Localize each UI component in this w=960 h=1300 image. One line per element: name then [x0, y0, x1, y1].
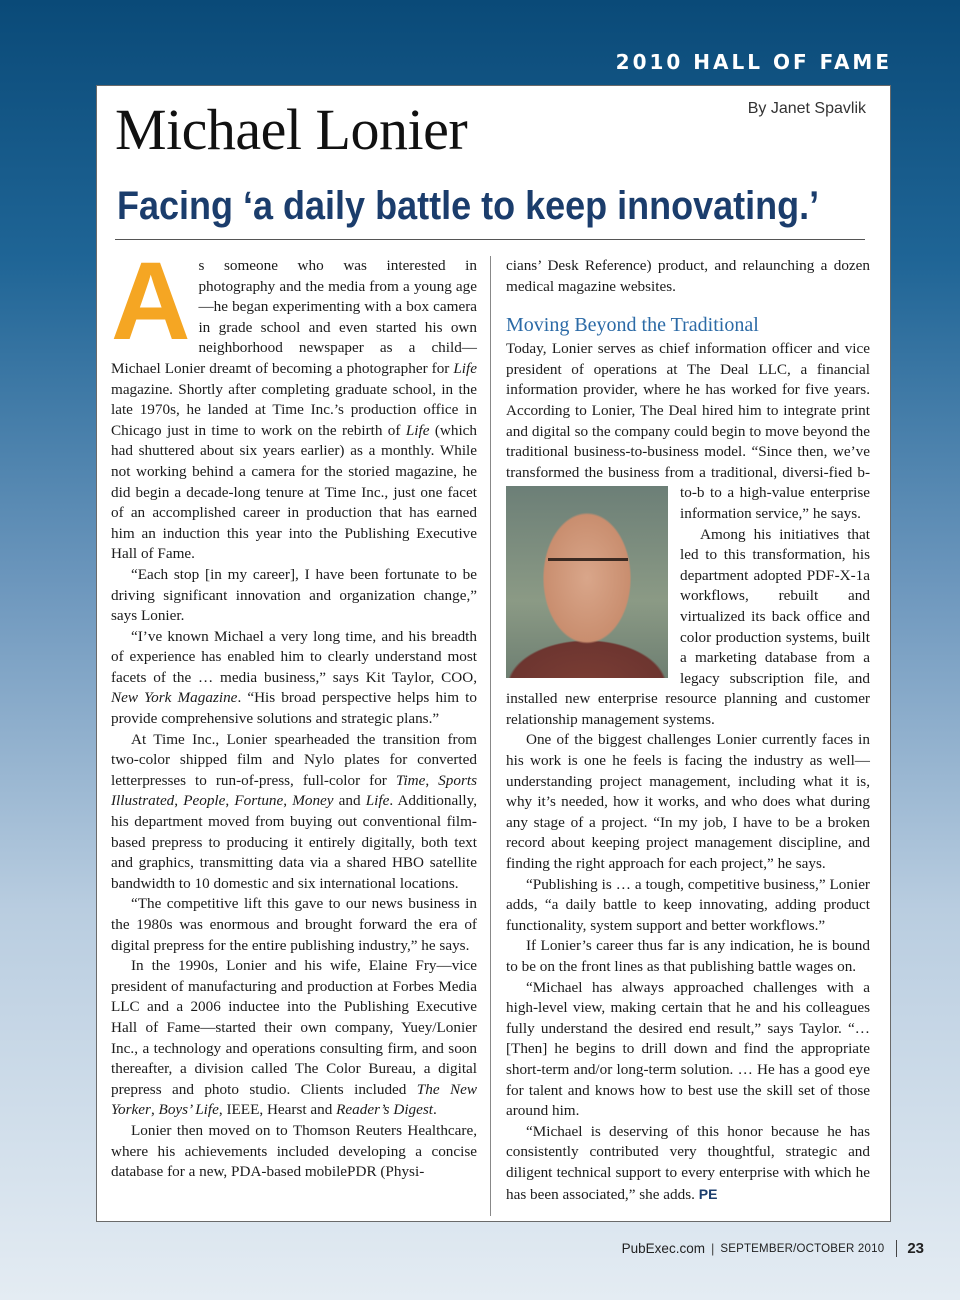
column-right	[506, 256, 870, 1205]
paragraph: “The competitive lift this gave to our news business in the 1980s was enormous and brought forward the era of digital prepress for the entire publishing industry,” he says.	[111, 895, 477, 954]
paragraph: If Lonier’s career thus far is any indication, he is bound to be on the front lines as that publishing battle wages on.	[506, 937, 870, 975]
article-subject-name: Michael Lonier	[115, 97, 468, 162]
page-number: 23	[896, 1240, 924, 1257]
paragraph: In the 1990s, Lonier and his wife, Elaine Fry—vice president of manufacturing and production at Forbes Media LLC and a 2006 inductee into the Publishing Executive Hall of Fame—started their own company, Yuey/Lonier Inc., a technology and operations consulting firm, and soon thereafter, a division called The Color Bureau, a digital prepress and photo studio. Clients included The New Yorker, Boys’ Life, IEEE, Hearst and Reader’s Digest.	[111, 957, 477, 1119]
paragraph: “Each stop [in my career], I have been fortunate to be driving significant innovation and organization change,” says Lonier.	[111, 565, 477, 625]
paragraph: “Michael has always approached challenges with a high-level view, making certain that he and his colleagues fully understand the desired end result,” says Taylor. “… [Then] he begins to drill down and find the appropriate short-term and/or long-term solution. … He has a good eye for talent and knows how to best use the skill set of those around him.	[506, 978, 870, 1120]
subhead: Moving Beyond the Traditional	[506, 314, 759, 337]
footer-separator: |	[710, 1241, 715, 1256]
column-divider	[490, 256, 491, 1216]
paragraph: Today, Lonier serves as chief information officer and vice president of operations at The Deal LLC, a financial information provider, where he has worked for five years. According to Lonier, The Deal hired him to integrate print and digital so the company could begin to move beyond the traditional business-to-business model. “Since then, we’ve transformed the business from a traditional, diversi- fied b-to-b to a high-value enterprise information service,” he says.	[506, 339, 870, 524]
end-mark: PE	[698, 1185, 718, 1202]
portrait-photo	[506, 486, 668, 678]
paragraph: As someone who was interested in photography and the media from a young age—he began experimenting with a box camera in grade school and even started his own neighborhood newspaper as a child—Michael Lonier dreamt of becoming a photographer for Life magazine. Shortly after completing graduate school, in the late 1970s, he landed at Time Inc.’s production office in Chicago just in time to work on the rebirth of Life (which had shuttered about six years earlier) as a monthly. While not working behind a camera for the storied magazine, he did begin a decade-long tenure at Time Inc., just one facet of an accomplished career in production that has earned him an induction this year into the Publishing Executive Hall of Fame.	[111, 240, 477, 563]
paragraph: Lonier then moved on to Thomson Reuters Healthcare, where his achievements included developing a concise database for a new, PDA-based mobilePDR (Physi-	[111, 1121, 477, 1181]
column-left	[111, 240, 478, 1183]
glasses-detail	[548, 558, 628, 579]
article-panel	[96, 85, 891, 1222]
footer-issue: SEPTEMBER/OCTOBER 2010	[720, 1242, 885, 1255]
paragraph: “Publishing is … a tough, competitive business,” Lonier adds, “a daily battle to keep innovating, adding product functionality, system support and better workflows.”	[506, 875, 870, 934]
paragraph: “Michael is deserving of this honor because he has consistently contributed very thoughtful, strategic and diligent technical support to every enterprise with which he has been associated,” she adds. PE	[506, 1122, 870, 1203]
paragraph: At Time Inc., Lonier spearheaded the transition from two-color shipped film and Nylo plates for converted letterpresses to run-of-press, full-color for Time, Sports Illustrated, People, Fortune, Money and Life. Additionally, his department moved from buying out conventional film-based prepress to producing it entirely digitally, both text and graphics, transmitting data via a shared HBO satellite bandwidth to 10 domestic and six international locations.	[111, 730, 478, 892]
paragraph: cians’ Desk Reference) product, and relaunching a dozen medical magazine websites.	[506, 257, 870, 295]
byline: By Janet Spavlik	[747, 100, 866, 117]
paragraph: One of the biggest challenges Lonier currently faces in his work is one he feels is facing the industry as well—understanding project management, including what it is, why it’s needed, how it works, and who does what during any stage of a project. “In my job, I have to be a broken record about keeping project management discipline, and finding the right approach for each project,” he says.	[506, 731, 870, 873]
headline-rule	[115, 239, 865, 240]
section-label: 2010 HALL OF FAME	[615, 50, 892, 74]
paragraph: “I’ve known Michael a very long time, and his breadth of experience has enabled him to clearly understand most facets of the … media business,” says Kit Taylor, COO, New York Magazine. “His broad perspective helps him to provide comprehensive solutions and strategic plans.”	[111, 627, 477, 728]
footer-site: PubExec.com	[621, 1241, 705, 1256]
dropcap: A	[111, 240, 191, 363]
headline: Facing ‘a daily battle to keep innovating.’	[117, 184, 820, 228]
page-footer	[622, 1240, 924, 1257]
paragraph: Among his initiatives that led to this transformation, his department adopted PDF-X-1a workflows, rebuilt and virtualized its back office and color production systems, built a marketing database from a legacy subscription file, and installed new enterprise resource planning and customer relationship management systems.	[506, 525, 870, 728]
